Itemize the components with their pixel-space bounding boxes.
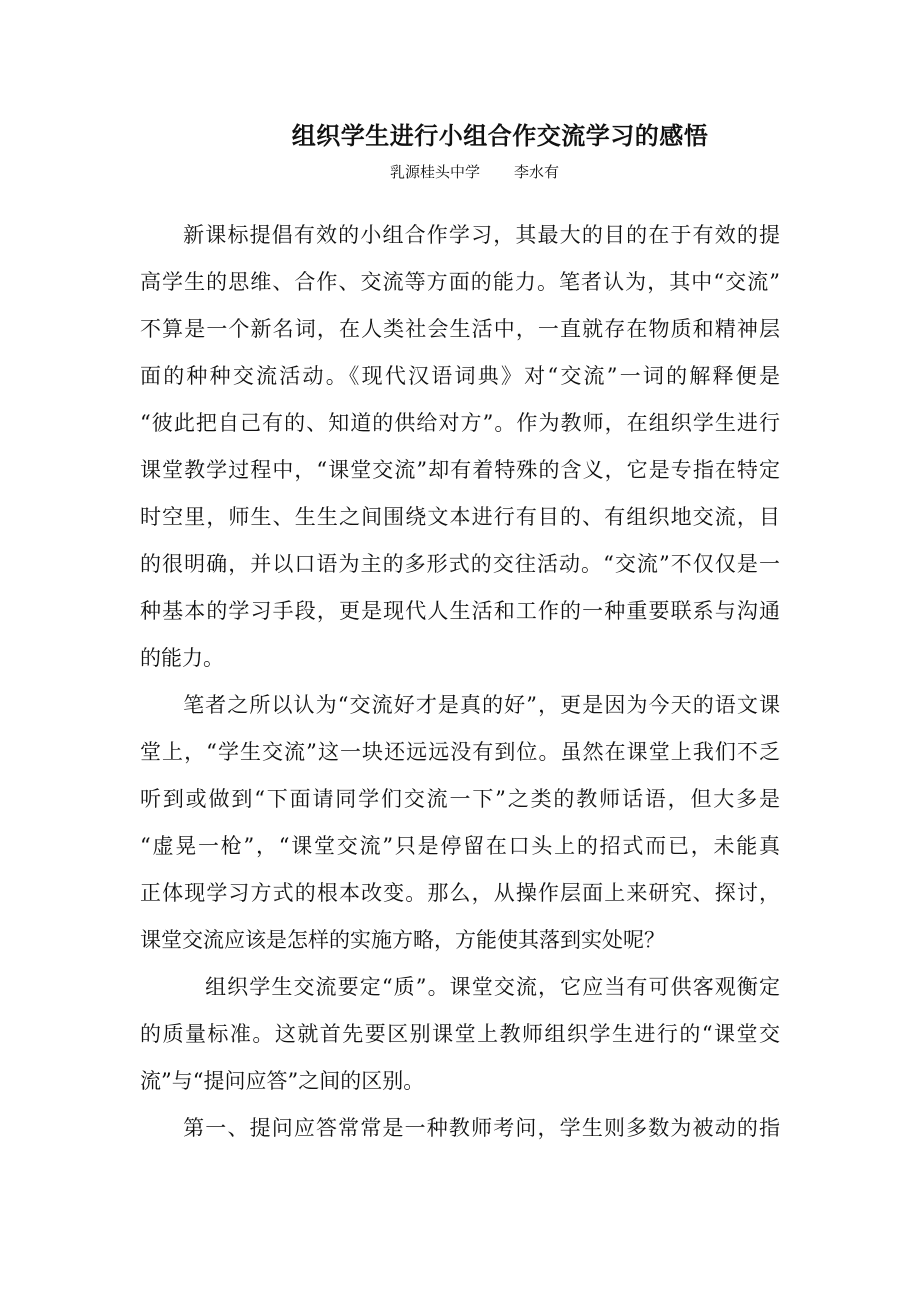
paragraph-2-line-2: 堂上，“学生交流”这一块还远远没有到位。虽然在课堂上我们不乏 <box>140 740 780 764</box>
paragraph-1-line-8: 的很明确，并以口语为主的多形式的交往活动。“交流”不仅仅是一 <box>140 552 780 576</box>
paragraph-1-line-9: 种基本的学习手段，更是现代人生活和工作的一种重要联系与沟通 <box>140 599 780 623</box>
paragraph-2-line-6: 课堂交流应该是怎样的实施方略，方能使其落到实处呢？ <box>140 928 665 952</box>
document-body <box>140 212 780 1152</box>
paragraph-1-line-5: “彼此把自己有的、知道的供给对方”。作为教师，在组织学生进行 <box>140 411 780 435</box>
paragraph-1-line-7: 时空里，师生、生生之间围绕文本进行有目的、有组织地交流，目 <box>140 505 780 529</box>
document-title: 组织学生进行小组合作交流学习的感悟 <box>291 122 709 150</box>
paragraph-1-line-4: 面的种种交流活动。《现代汉语词典》对“交流”一词的解释便是 <box>140 364 780 388</box>
school-name: 乳源桂头中学 <box>390 163 481 181</box>
paragraph-2-line-4: “虚晃一枪”，“课堂交流”只是停留在口头上的招式而已，未能真 <box>140 834 780 858</box>
paragraph-3-line-3: 流”与“提问应答”之间的区别。 <box>140 1069 425 1093</box>
paragraph-1-line-3: 不算是一个新名词，在人类社会生活中，一直就存在物质和精神层 <box>140 317 780 341</box>
author-name: 李水有 <box>514 163 560 181</box>
paragraph-2-line-5: 正体现学习方式的根本改变。那么，从操作层面上来研究、探讨， <box>140 881 780 905</box>
paragraph-3-line-1: 组织学生交流要定“质”。课堂交流，它应当有可供客观衡定 <box>204 975 780 999</box>
paragraph-2-line-1: 笔者之所以认为“交流好才是真的好”，更是因为今天的语文课 <box>182 693 780 717</box>
paragraph-1-line-2: 高学生的思维、合作、交流等方面的能力。笔者认为，其中“交流” <box>140 270 780 294</box>
author-line <box>390 160 559 184</box>
paragraph-3-line-2: 的质量标准。这就首先要区别课堂上教师组织学生进行的“课堂交 <box>140 1022 780 1046</box>
paragraph-2-line-3: 听到或做到“下面请同学们交流一下”之类的教师话语，但大多是 <box>140 787 780 811</box>
paragraph-4-line-1: 第一、提问应答常常是一种教师考问，学生则多数为被动的指 <box>182 1116 780 1140</box>
paragraph-1-line-1: 新课标提倡有效的小组合作学习，其最大的目的在于有效的提 <box>182 223 780 247</box>
paragraph-1-line-10: 的能力。 <box>140 646 224 670</box>
paragraph-1-line-6: 课堂教学过程中，“课堂交流”却有着特殊的含义，它是专指在特定 <box>140 458 780 482</box>
